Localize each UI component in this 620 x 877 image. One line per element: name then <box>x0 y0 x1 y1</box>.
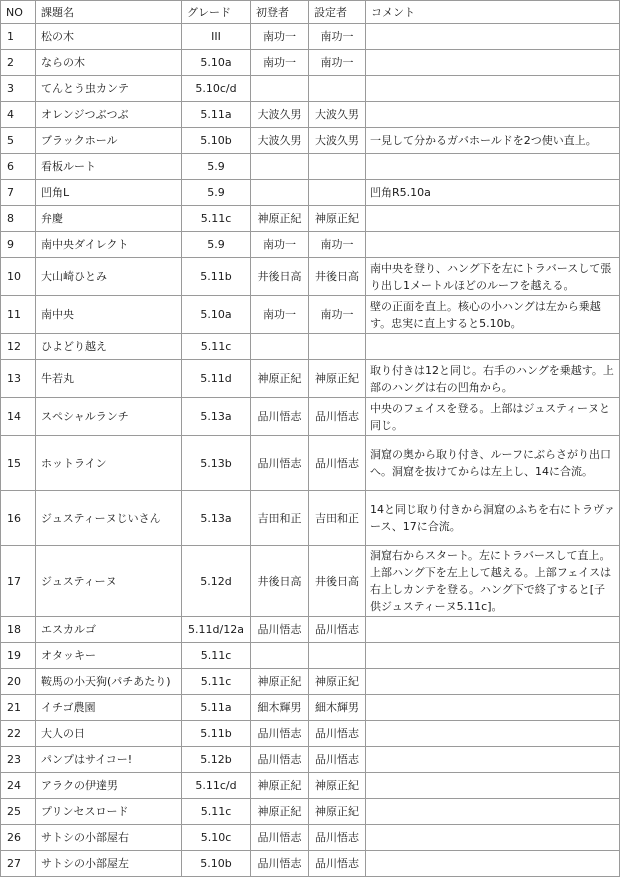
cell-route-name: ジュスティーヌじいさん <box>36 491 182 546</box>
cell-no: 27 <box>1 851 36 877</box>
table-row <box>1 398 620 436</box>
cell-grade: 5.13a <box>182 398 251 436</box>
cell-first-ascent: 品川悟志 <box>251 617 309 643</box>
cell-comment <box>366 773 620 799</box>
cell-comment <box>366 643 620 669</box>
cell-no: 7 <box>1 180 36 206</box>
cell-grade: 5.12d <box>182 546 251 617</box>
cell-route-name: ジュスティーヌ <box>36 546 182 617</box>
cell-grade: 5.11c <box>182 206 251 232</box>
cell-comment <box>366 76 620 102</box>
cell-comment <box>366 102 620 128</box>
cell-route-name: 看板ルート <box>36 154 182 180</box>
cell-no: 9 <box>1 232 36 258</box>
cell-comment: 14と同じ取り付きから洞窟のふちを右にトラヴァース、17に合流。 <box>366 491 620 546</box>
cell-first-ascent: 神原正紀 <box>251 360 309 398</box>
cell-route-name: パンプはサイコー! <box>36 747 182 773</box>
cell-no: 20 <box>1 669 36 695</box>
cell-grade: 5.11a <box>182 695 251 721</box>
cell-no: 4 <box>1 102 36 128</box>
table-row <box>1 76 620 102</box>
cell-setter <box>309 643 366 669</box>
table-row <box>1 206 620 232</box>
cell-setter: 神原正紀 <box>309 206 366 232</box>
cell-first-ascent: 神原正紀 <box>251 799 309 825</box>
cell-route-name: 弁慶 <box>36 206 182 232</box>
table-row <box>1 643 620 669</box>
cell-grade: 5.10c <box>182 825 251 851</box>
cell-setter: 品川悟志 <box>309 436 366 491</box>
cell-first-ascent: 品川悟志 <box>251 851 309 877</box>
cell-no: 15 <box>1 436 36 491</box>
cell-grade: 5.11c <box>182 669 251 695</box>
table-row <box>1 799 620 825</box>
cell-no: 3 <box>1 76 36 102</box>
table-header-row <box>1 1 620 24</box>
cell-setter: 大波久男 <box>309 128 366 154</box>
table-row <box>1 721 620 747</box>
cell-setter <box>309 154 366 180</box>
cell-grade: 5.11c/d <box>182 773 251 799</box>
cell-route-name: 凹角L <box>36 180 182 206</box>
cell-route-name: サトシの小部屋右 <box>36 825 182 851</box>
table-row <box>1 128 620 154</box>
cell-comment <box>366 669 620 695</box>
cell-comment <box>366 50 620 76</box>
cell-grade: 5.11c <box>182 334 251 360</box>
cell-comment <box>366 232 620 258</box>
cell-grade: 5.11d/12a <box>182 617 251 643</box>
cell-first-ascent: 神原正紀 <box>251 669 309 695</box>
cell-setter: 井後日高 <box>309 258 366 296</box>
cell-first-ascent: 神原正紀 <box>251 206 309 232</box>
table-row <box>1 851 620 877</box>
cell-comment <box>366 206 620 232</box>
cell-grade: 5.9 <box>182 180 251 206</box>
cell-first-ascent: 品川悟志 <box>251 721 309 747</box>
table-row <box>1 825 620 851</box>
header-no: NO <box>1 1 36 24</box>
cell-grade: 5.10a <box>182 50 251 76</box>
header-grade: グレード <box>182 1 251 24</box>
cell-no: 8 <box>1 206 36 232</box>
cell-route-name: アラクの伊達男 <box>36 773 182 799</box>
cell-setter: 神原正紀 <box>309 799 366 825</box>
cell-no: 23 <box>1 747 36 773</box>
cell-no: 6 <box>1 154 36 180</box>
cell-setter: 細木輝男 <box>309 695 366 721</box>
cell-first-ascent: 品川悟志 <box>251 825 309 851</box>
cell-no: 10 <box>1 258 36 296</box>
cell-no: 17 <box>1 546 36 617</box>
cell-setter: 南功一 <box>309 50 366 76</box>
cell-grade: 5.10b <box>182 128 251 154</box>
cell-route-name: サトシの小部屋左 <box>36 851 182 877</box>
cell-route-name: エスカルゴ <box>36 617 182 643</box>
table-row <box>1 617 620 643</box>
cell-grade: 5.11b <box>182 258 251 296</box>
cell-first-ascent: 大波久男 <box>251 128 309 154</box>
cell-route-name: ブラックホール <box>36 128 182 154</box>
cell-setter: 神原正紀 <box>309 669 366 695</box>
cell-no: 12 <box>1 334 36 360</box>
cell-first-ascent <box>251 154 309 180</box>
cell-comment <box>366 154 620 180</box>
cell-comment <box>366 799 620 825</box>
cell-comment <box>366 747 620 773</box>
table-row <box>1 180 620 206</box>
cell-setter: 南功一 <box>309 24 366 50</box>
cell-comment: 壁の正面を直上。核心の小ハングは左から乗越す。忠実に直上すると5.10b。 <box>366 296 620 334</box>
cell-first-ascent: 品川悟志 <box>251 436 309 491</box>
cell-route-name: 南中央 <box>36 296 182 334</box>
cell-no: 16 <box>1 491 36 546</box>
cell-setter: 南功一 <box>309 232 366 258</box>
cell-first-ascent: 品川悟志 <box>251 747 309 773</box>
cell-grade: 5.11a <box>182 102 251 128</box>
cell-comment <box>366 695 620 721</box>
cell-setter: 品川悟志 <box>309 398 366 436</box>
cell-route-name: オレンジつぶつぶ <box>36 102 182 128</box>
cell-route-name: 鞍馬の小天狗(パチあたり) <box>36 669 182 695</box>
cell-grade: 5.11b <box>182 721 251 747</box>
cell-comment: 南中央を登り、ハング下を左にトラバースして張り出し1メートルほどのルーフを越える。 <box>366 258 620 296</box>
table-row <box>1 546 620 617</box>
cell-no: 11 <box>1 296 36 334</box>
cell-no: 14 <box>1 398 36 436</box>
cell-setter <box>309 180 366 206</box>
cell-route-name: オタッキー <box>36 643 182 669</box>
cell-first-ascent <box>251 76 309 102</box>
cell-setter <box>309 76 366 102</box>
header-setter: 設定者 <box>309 1 366 24</box>
cell-first-ascent: 井後日高 <box>251 546 309 617</box>
cell-no: 21 <box>1 695 36 721</box>
cell-first-ascent: 大波久男 <box>251 102 309 128</box>
cell-grade: 5.12b <box>182 747 251 773</box>
cell-first-ascent: 吉田和正 <box>251 491 309 546</box>
table-row <box>1 334 620 360</box>
cell-grade: 5.11d <box>182 360 251 398</box>
cell-no: 24 <box>1 773 36 799</box>
table-row <box>1 695 620 721</box>
cell-route-name: 大人の日 <box>36 721 182 747</box>
cell-grade: 5.10a <box>182 296 251 334</box>
cell-setter: 品川悟志 <box>309 721 366 747</box>
cell-comment <box>366 721 620 747</box>
cell-comment <box>366 825 620 851</box>
cell-first-ascent: 神原正紀 <box>251 773 309 799</box>
cell-grade: 5.10c/d <box>182 76 251 102</box>
cell-first-ascent: 南功一 <box>251 24 309 50</box>
table-row <box>1 102 620 128</box>
cell-grade: III <box>182 24 251 50</box>
cell-route-name: プリンセスロード <box>36 799 182 825</box>
cell-comment <box>366 334 620 360</box>
table-row <box>1 258 620 296</box>
cell-comment: 凹角R5.10a <box>366 180 620 206</box>
cell-route-name: てんとう虫カンテ <box>36 76 182 102</box>
cell-grade: 5.9 <box>182 232 251 258</box>
table-row <box>1 154 620 180</box>
cell-no: 13 <box>1 360 36 398</box>
cell-first-ascent: 細木輝男 <box>251 695 309 721</box>
cell-no: 2 <box>1 50 36 76</box>
header-comment: コメント <box>366 1 620 24</box>
cell-grade: 5.10b <box>182 851 251 877</box>
cell-comment: 洞窟右からスタート。左にトラバースして直上。上部ハング下を左上して越える。上部フェイスは右上しカンテを登る。ハング下で終了すると[子供ジュスティーヌ5.11c]。 <box>366 546 620 617</box>
cell-first-ascent: 品川悟志 <box>251 398 309 436</box>
route-table-body <box>1 24 620 877</box>
cell-first-ascent: 南功一 <box>251 50 309 76</box>
cell-setter: 品川悟志 <box>309 747 366 773</box>
cell-first-ascent <box>251 180 309 206</box>
table-row <box>1 360 620 398</box>
cell-comment: 取り付きは12と同じ。右手のハングを乗越す。上部のハングは右の凹角から。 <box>366 360 620 398</box>
cell-no: 22 <box>1 721 36 747</box>
cell-route-name: ならの木 <box>36 50 182 76</box>
cell-setter: 大波久男 <box>309 102 366 128</box>
cell-setter: 神原正紀 <box>309 773 366 799</box>
table-row <box>1 296 620 334</box>
cell-first-ascent <box>251 334 309 360</box>
header-name: 課題名 <box>36 1 182 24</box>
cell-comment: 中央のフェイスを登る。上部はジュスティーヌと同じ。 <box>366 398 620 436</box>
table-row <box>1 436 620 491</box>
cell-no: 25 <box>1 799 36 825</box>
cell-comment: 一見して分かるガバホールドを2つ使い直上。 <box>366 128 620 154</box>
cell-route-name: スペシャルランチ <box>36 398 182 436</box>
cell-first-ascent <box>251 643 309 669</box>
cell-grade: 5.9 <box>182 154 251 180</box>
cell-comment <box>366 24 620 50</box>
cell-first-ascent: 南功一 <box>251 232 309 258</box>
cell-route-name: 松の木 <box>36 24 182 50</box>
table-row <box>1 747 620 773</box>
cell-comment <box>366 851 620 877</box>
cell-route-name: ひよどり越え <box>36 334 182 360</box>
cell-grade: 5.13b <box>182 436 251 491</box>
cell-setter: 品川悟志 <box>309 617 366 643</box>
cell-grade: 5.13a <box>182 491 251 546</box>
header-first-ascent: 初登者 <box>251 1 309 24</box>
cell-comment <box>366 617 620 643</box>
table-row <box>1 773 620 799</box>
cell-setter: 品川悟志 <box>309 825 366 851</box>
cell-first-ascent: 南功一 <box>251 296 309 334</box>
cell-first-ascent: 井後日高 <box>251 258 309 296</box>
cell-grade: 5.11c <box>182 643 251 669</box>
cell-no: 19 <box>1 643 36 669</box>
cell-setter: 品川悟志 <box>309 851 366 877</box>
cell-setter: 神原正紀 <box>309 360 366 398</box>
cell-no: 26 <box>1 825 36 851</box>
cell-comment: 洞窟の奥から取り付き、ルーフにぶらさがり出口へ。洞窟を抜けてからは左上し、14に合流。 <box>366 436 620 491</box>
cell-route-name: 南中央ダイレクト <box>36 232 182 258</box>
table-row <box>1 669 620 695</box>
cell-route-name: 牛若丸 <box>36 360 182 398</box>
cell-no: 18 <box>1 617 36 643</box>
cell-route-name: ホットライン <box>36 436 182 491</box>
cell-setter: 吉田和正 <box>309 491 366 546</box>
cell-no: 5 <box>1 128 36 154</box>
cell-route-name: 大山崎ひとみ <box>36 258 182 296</box>
cell-setter: 南功一 <box>309 296 366 334</box>
cell-setter <box>309 334 366 360</box>
cell-grade: 5.11c <box>182 799 251 825</box>
table-row <box>1 232 620 258</box>
cell-no: 1 <box>1 24 36 50</box>
cell-setter: 井後日高 <box>309 546 366 617</box>
table-row <box>1 50 620 76</box>
table-row <box>1 24 620 50</box>
cell-route-name: イチゴ農園 <box>36 695 182 721</box>
table-row <box>1 491 620 546</box>
